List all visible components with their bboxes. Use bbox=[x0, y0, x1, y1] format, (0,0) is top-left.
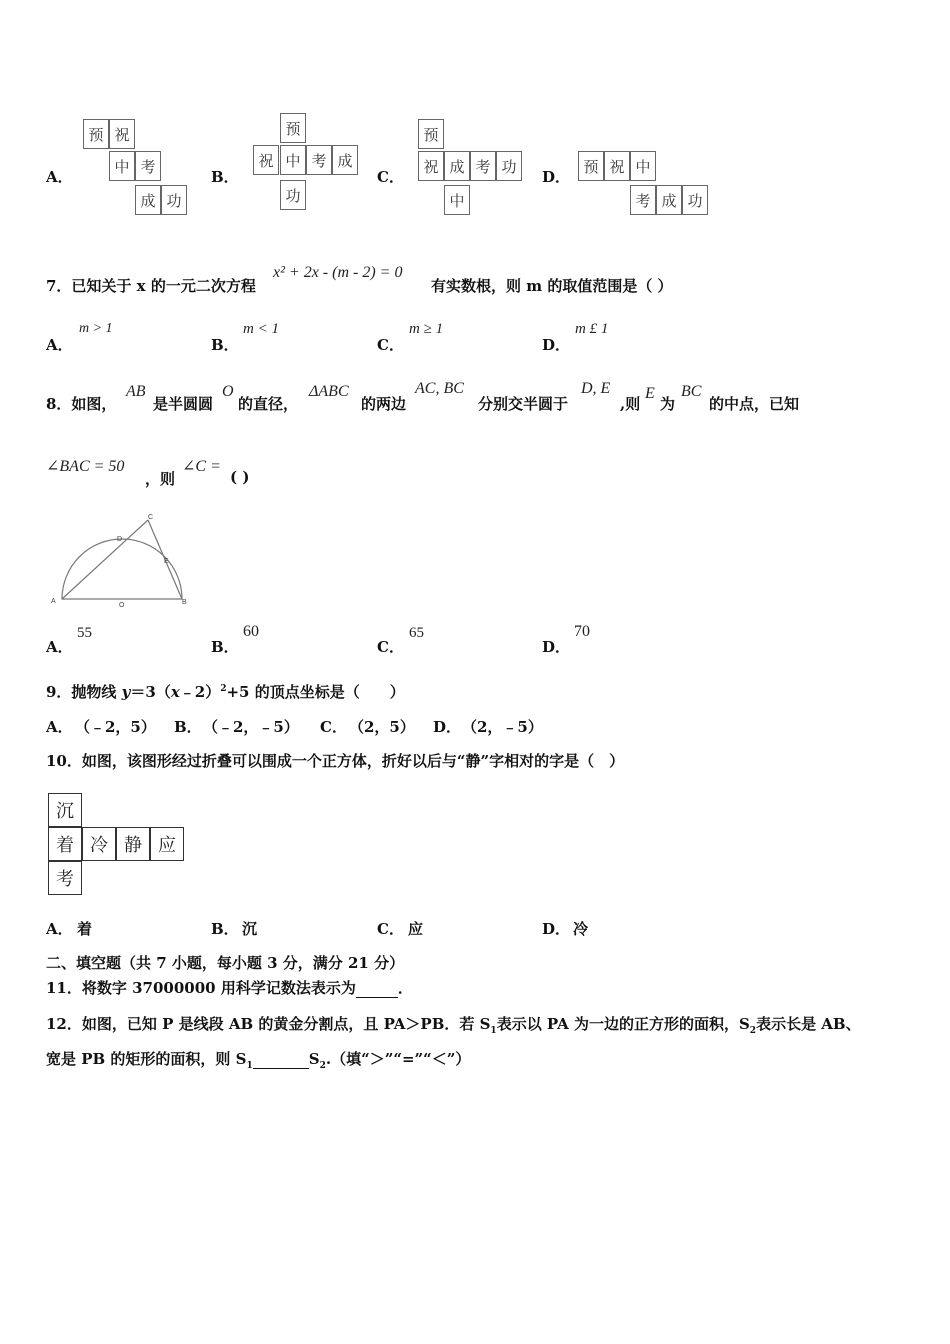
net-cell: 中 bbox=[280, 145, 306, 175]
q8-text-4: 的两边 bbox=[361, 395, 407, 413]
q12-l1-post: 表示长是 AB、 bbox=[756, 1015, 861, 1033]
fig-label-d: D bbox=[117, 536, 123, 543]
net-cell: 成 bbox=[444, 151, 470, 181]
net-cell: 着 bbox=[48, 827, 82, 861]
q8-sides: AC, BC bbox=[415, 380, 464, 397]
net-cell: 功 bbox=[280, 180, 306, 210]
q8-option-a-label[interactable]: A． bbox=[46, 638, 73, 656]
net-cell: 成 bbox=[332, 145, 358, 175]
q8-ab: AB bbox=[126, 383, 146, 400]
q12-answer-blank[interactable] bbox=[253, 1050, 309, 1069]
q7-option-d-value: m £ 1 bbox=[575, 321, 609, 337]
section-2-heading: 二、填空题（共 7 小题，每小题 3 分，满分 21 分） bbox=[46, 954, 405, 972]
q12-l1-pre: 12．如图，已知 P 是线段 AB 的黄金分割点，且 PA＞PB．若 S bbox=[46, 1015, 491, 1033]
q6-option-c-label[interactable]: C． bbox=[377, 168, 404, 186]
q8-text-3: 的直径， bbox=[238, 395, 299, 413]
net-cell: 预 bbox=[578, 151, 604, 181]
net-cell: 中 bbox=[109, 151, 135, 181]
fig-label-c: C bbox=[148, 514, 154, 521]
q8-text-1: 8．如图， bbox=[46, 395, 117, 413]
q12-sub-1: 1 bbox=[490, 1026, 497, 1036]
net-cell: 成 bbox=[656, 185, 682, 215]
q7-option-a-label[interactable]: A． bbox=[46, 336, 73, 354]
net-cell: 应 bbox=[150, 827, 184, 861]
q12-l1-mid: 表示以 PA 为一边的正方形的面积，S bbox=[496, 1015, 750, 1033]
q8-e: E bbox=[645, 385, 655, 402]
net-cell: 祝 bbox=[604, 151, 630, 181]
q10-stem: 10．如图，该图形经过折叠可以围成一个正方体，折好以后与“静”字相对的字是（ ） bbox=[46, 752, 625, 770]
q8-option-c-value: 65 bbox=[409, 625, 424, 641]
q9-option-b-value: （﹣2，﹣5） bbox=[203, 718, 299, 736]
q8-bc: BC bbox=[681, 383, 702, 400]
q12-l2-sub-1: 1 bbox=[246, 1061, 253, 1071]
fig-label-e: E bbox=[164, 558, 169, 565]
q11-post: ． bbox=[397, 979, 413, 997]
q9-option-a-value: （﹣2，5） bbox=[75, 718, 156, 736]
q9-stem bbox=[46, 681, 405, 702]
q8-option-a-value: 55 bbox=[77, 625, 92, 641]
net-cell: 考 bbox=[470, 151, 496, 181]
q7-option-b-value: m < 1 bbox=[243, 321, 279, 337]
fig-label-b: B bbox=[182, 599, 187, 606]
net-cell: 沉 bbox=[48, 793, 82, 827]
q8-option-d-value: 70 bbox=[574, 623, 590, 640]
net-cell: 预 bbox=[418, 119, 444, 149]
net-cell: 祝 bbox=[253, 145, 279, 175]
q8-option-b-label[interactable]: B． bbox=[211, 638, 239, 656]
net-cell: 预 bbox=[83, 119, 109, 149]
net-cell: 冷 bbox=[82, 827, 116, 861]
q8-text-10: ( ) bbox=[230, 468, 250, 486]
net-cell: 考 bbox=[48, 861, 82, 895]
q8-text-8: 的中点，已知 bbox=[709, 395, 800, 413]
q7-option-c-value: m ≥ 1 bbox=[409, 321, 444, 337]
q10-option-a-label[interactable]: A． bbox=[46, 920, 73, 938]
q8-triangle: ΔABC bbox=[309, 383, 349, 400]
net-cell: 中 bbox=[444, 185, 470, 215]
q9-y: y bbox=[121, 683, 131, 701]
net-cell: 祝 bbox=[109, 119, 135, 149]
net-cell: 考 bbox=[630, 185, 656, 215]
q8-option-d-label[interactable]: D． bbox=[542, 638, 571, 656]
q9-option-d-value: （2，﹣5） bbox=[462, 718, 543, 736]
q12-line-1 bbox=[46, 1013, 861, 1036]
q7-equation: x² + 2x - (m - 2) = 0 bbox=[273, 264, 403, 281]
q8-text-2: 是半圆圆 bbox=[153, 395, 214, 413]
q12-line-2 bbox=[46, 1048, 470, 1071]
q8-text-7: 为 bbox=[660, 395, 676, 413]
q9-option-a-label[interactable]: A． bbox=[46, 718, 73, 736]
net-cell: 成 bbox=[135, 185, 161, 215]
q9-x: x bbox=[170, 683, 180, 701]
q10-option-c-value: 应 bbox=[408, 920, 424, 938]
net-cell: 功 bbox=[161, 185, 187, 215]
q10-option-d-label[interactable]: D． bbox=[542, 920, 571, 938]
q12-s: S bbox=[308, 1050, 320, 1068]
q9-option-c-label[interactable]: C． bbox=[320, 718, 347, 736]
q8-o: O bbox=[222, 383, 234, 400]
q8-text-5: 分别交半圆于 bbox=[478, 395, 569, 413]
net-cell: 静 bbox=[116, 827, 150, 861]
q10-option-c-label[interactable]: C． bbox=[377, 920, 404, 938]
fig-label-a: A bbox=[51, 598, 56, 605]
net-cell: 中 bbox=[630, 151, 656, 181]
q11-stem bbox=[46, 977, 413, 998]
q7-prefix: 7．已知关于 x 的一元二次方程 bbox=[46, 277, 256, 295]
fig-label-o: O bbox=[119, 602, 125, 609]
q9-mid1: ＝3（ bbox=[130, 683, 171, 701]
q11-pre: 11．将数字 37000000 用科学记数法表示为 bbox=[46, 979, 356, 997]
q9-option-c-value: （2，5） bbox=[349, 718, 415, 736]
net-cell: 考 bbox=[306, 145, 332, 175]
q8-option-c-label[interactable]: C． bbox=[377, 638, 404, 656]
q9-option-b-label[interactable]: B． bbox=[174, 718, 202, 736]
q8-angle-given: ∠BAC = 50 bbox=[46, 458, 125, 475]
q7-option-b-label[interactable]: B． bbox=[211, 336, 239, 354]
q8-angle-question: ∠C = bbox=[182, 458, 221, 475]
q7-option-d-label[interactable]: D． bbox=[542, 336, 571, 354]
q7-option-a-value: m > 1 bbox=[79, 321, 113, 336]
q9-exponent: 2 bbox=[220, 684, 227, 694]
q9-post: +5 的顶点坐标是（ ） bbox=[226, 683, 405, 701]
net-cell: 考 bbox=[135, 151, 161, 181]
q11-answer-blank[interactable] bbox=[356, 979, 398, 998]
q10-option-d-value: 冷 bbox=[573, 920, 589, 938]
net-cell: 功 bbox=[496, 151, 522, 181]
q6-option-b-label[interactable]: B． bbox=[211, 168, 239, 186]
q12-l2-post: .（填“＞”“=”“＜”） bbox=[325, 1050, 471, 1068]
q8-text-6: ,则 bbox=[620, 395, 641, 413]
q12-sub-2: 2 bbox=[749, 1026, 757, 1036]
q6-option-a-label[interactable]: A． bbox=[46, 168, 73, 186]
q8-text-9: ，则 bbox=[145, 470, 176, 488]
q10-option-b-value: 沉 bbox=[242, 920, 258, 938]
q8-de: D, E bbox=[581, 380, 611, 397]
q7-option-c-label[interactable]: C． bbox=[377, 336, 404, 354]
q9-mid2: ﹣2） bbox=[179, 683, 221, 701]
q10-option-a-value: 着 bbox=[77, 920, 93, 938]
q9-pre: 9．抛物线 bbox=[46, 683, 122, 701]
q9-option-d-label[interactable]: D． bbox=[433, 718, 462, 736]
q12-l2-pre: 宽是 PB 的矩形的面积，则 S bbox=[46, 1050, 247, 1068]
net-cell: 预 bbox=[280, 113, 306, 143]
q7-suffix: 有实数根，则 m 的取值范围是（ ） bbox=[431, 277, 673, 295]
q10-option-b-label[interactable]: B． bbox=[211, 920, 239, 938]
net-cell: 祝 bbox=[418, 151, 444, 181]
q6-option-d-label[interactable]: D． bbox=[542, 168, 571, 186]
q8-option-b-value: 60 bbox=[243, 623, 259, 640]
q8-semicircle-figure bbox=[44, 508, 194, 613]
q12-l2-sub-2: 2 bbox=[319, 1061, 326, 1071]
net-cell: 功 bbox=[682, 185, 708, 215]
